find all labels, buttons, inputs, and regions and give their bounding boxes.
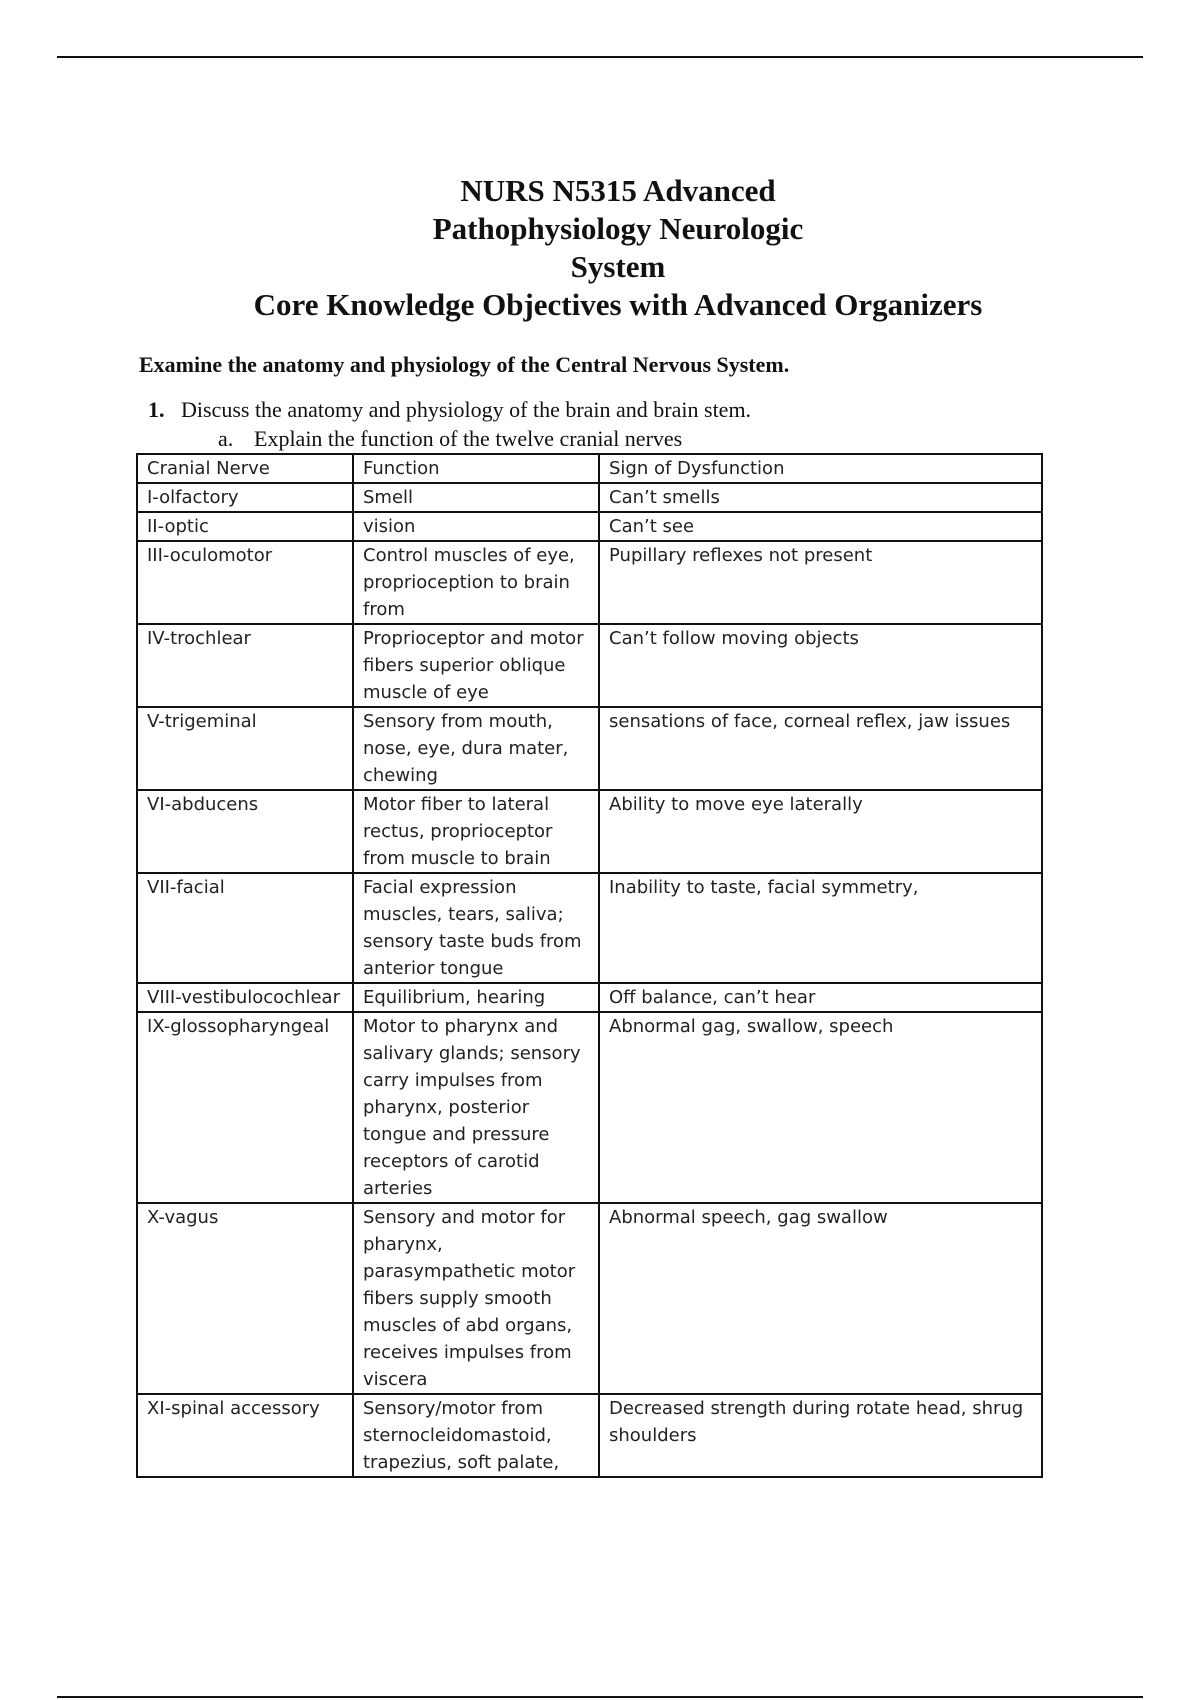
cell-dysfunction: Pupillary reflexes not present <box>599 541 1042 624</box>
cell-function: Sensory and motor for pharynx, parasympathetic motor fibers supply smooth muscles of abd organs, receives impulses from viscera <box>353 1203 599 1394</box>
cell-dysfunction: Can’t smells <box>599 483 1042 512</box>
table-row <box>137 1394 1042 1477</box>
table-row <box>137 983 1042 1012</box>
table-row <box>137 1203 1042 1394</box>
cell-nerve: III-oculomotor <box>137 541 353 624</box>
header-function: Function <box>353 454 599 483</box>
cell-dysfunction: sensations of face, corneal reflex, jaw issues <box>599 707 1042 790</box>
cell-nerve: IX-glossopharyngeal <box>137 1012 353 1203</box>
subobjective-letter: a. <box>218 426 234 451</box>
title-line-3: System <box>570 249 666 284</box>
document-title <box>0 172 1200 324</box>
title-line-4: Core Knowledge Objectives with Advanced Organizers <box>253 287 983 322</box>
header-sign-of-dysfunction: Sign of Dysfunction <box>599 454 1042 483</box>
table-row <box>137 790 1042 873</box>
cell-nerve: VIII-vestibulocochlear <box>137 983 353 1012</box>
table-row <box>137 483 1042 512</box>
objective-text: Discuss the anatomy and physiology of the brain and brain stem. <box>181 397 752 422</box>
table-header-row <box>137 454 1042 483</box>
table-row <box>137 512 1042 541</box>
cell-function: Facial expression muscles, tears, saliva; sensory taste buds from anterior tongue <box>353 873 599 983</box>
cell-dysfunction: Abnormal speech, gag swallow <box>599 1203 1042 1394</box>
cell-function: Motor fiber to lateral rectus, proprioceptor from muscle to brain <box>353 790 599 873</box>
header-cranial-nerve: Cranial Nerve <box>137 454 353 483</box>
cell-function: Proprioceptor and motor fibers superior oblique muscle of eye <box>353 624 599 707</box>
cell-dysfunction: Decreased strength during rotate head, shrug shoulders <box>599 1394 1042 1477</box>
footer-rule <box>57 1696 1143 1698</box>
title-line-1: NURS N5315 Advanced <box>460 173 776 208</box>
cell-function: Equilibrium, hearing <box>353 983 599 1012</box>
cell-dysfunction: Off balance, can’t hear <box>599 983 1042 1012</box>
cell-nerve: IV-trochlear <box>137 624 353 707</box>
cell-dysfunction: Can’t see <box>599 512 1042 541</box>
objective-number: 1. <box>148 397 165 422</box>
cell-function: Smell <box>353 483 599 512</box>
header-rule <box>57 56 1143 58</box>
cell-function: Sensory from mouth, nose, eye, dura mater, chewing <box>353 707 599 790</box>
section-heading: Examine the anatomy and physiology of the Central Nervous System. <box>139 352 790 377</box>
cell-nerve: II-optic <box>137 512 353 541</box>
cell-nerve: V-trigeminal <box>137 707 353 790</box>
cell-function: Control muscles of eye, proprioception to brain from <box>353 541 599 624</box>
objective-1 <box>148 397 751 423</box>
table-row <box>137 624 1042 707</box>
subobjective-text: Explain the function of the twelve cranial nerves <box>254 426 683 451</box>
cell-function: Motor to pharynx and salivary glands; sensory carry impulses from pharynx, posterior tongue and pressure receptors of carotid arteries <box>353 1012 599 1203</box>
cell-nerve: VII-facial <box>137 873 353 983</box>
cell-function: Sensory/motor from sternocleidomastoid, trapezius, soft palate, <box>353 1394 599 1477</box>
subobjective-a <box>218 426 682 452</box>
cell-dysfunction: Inability to taste, facial symmetry, <box>599 873 1042 983</box>
cell-dysfunction: Ability to move eye laterally <box>599 790 1042 873</box>
table-row <box>137 541 1042 624</box>
cranial-nerves-table <box>136 453 1043 1478</box>
table-row <box>137 707 1042 790</box>
cell-nerve: X-vagus <box>137 1203 353 1394</box>
cell-nerve: I-olfactory <box>137 483 353 512</box>
cell-nerve: XI-spinal accessory <box>137 1394 353 1477</box>
cell-nerve: VI-abducens <box>137 790 353 873</box>
title-line-2: Pathophysiology Neurologic <box>432 211 804 246</box>
cell-function: vision <box>353 512 599 541</box>
table-row <box>137 873 1042 983</box>
table-row <box>137 1012 1042 1203</box>
cell-dysfunction: Can’t follow moving objects <box>599 624 1042 707</box>
cell-dysfunction: Abnormal gag, swallow, speech <box>599 1012 1042 1203</box>
